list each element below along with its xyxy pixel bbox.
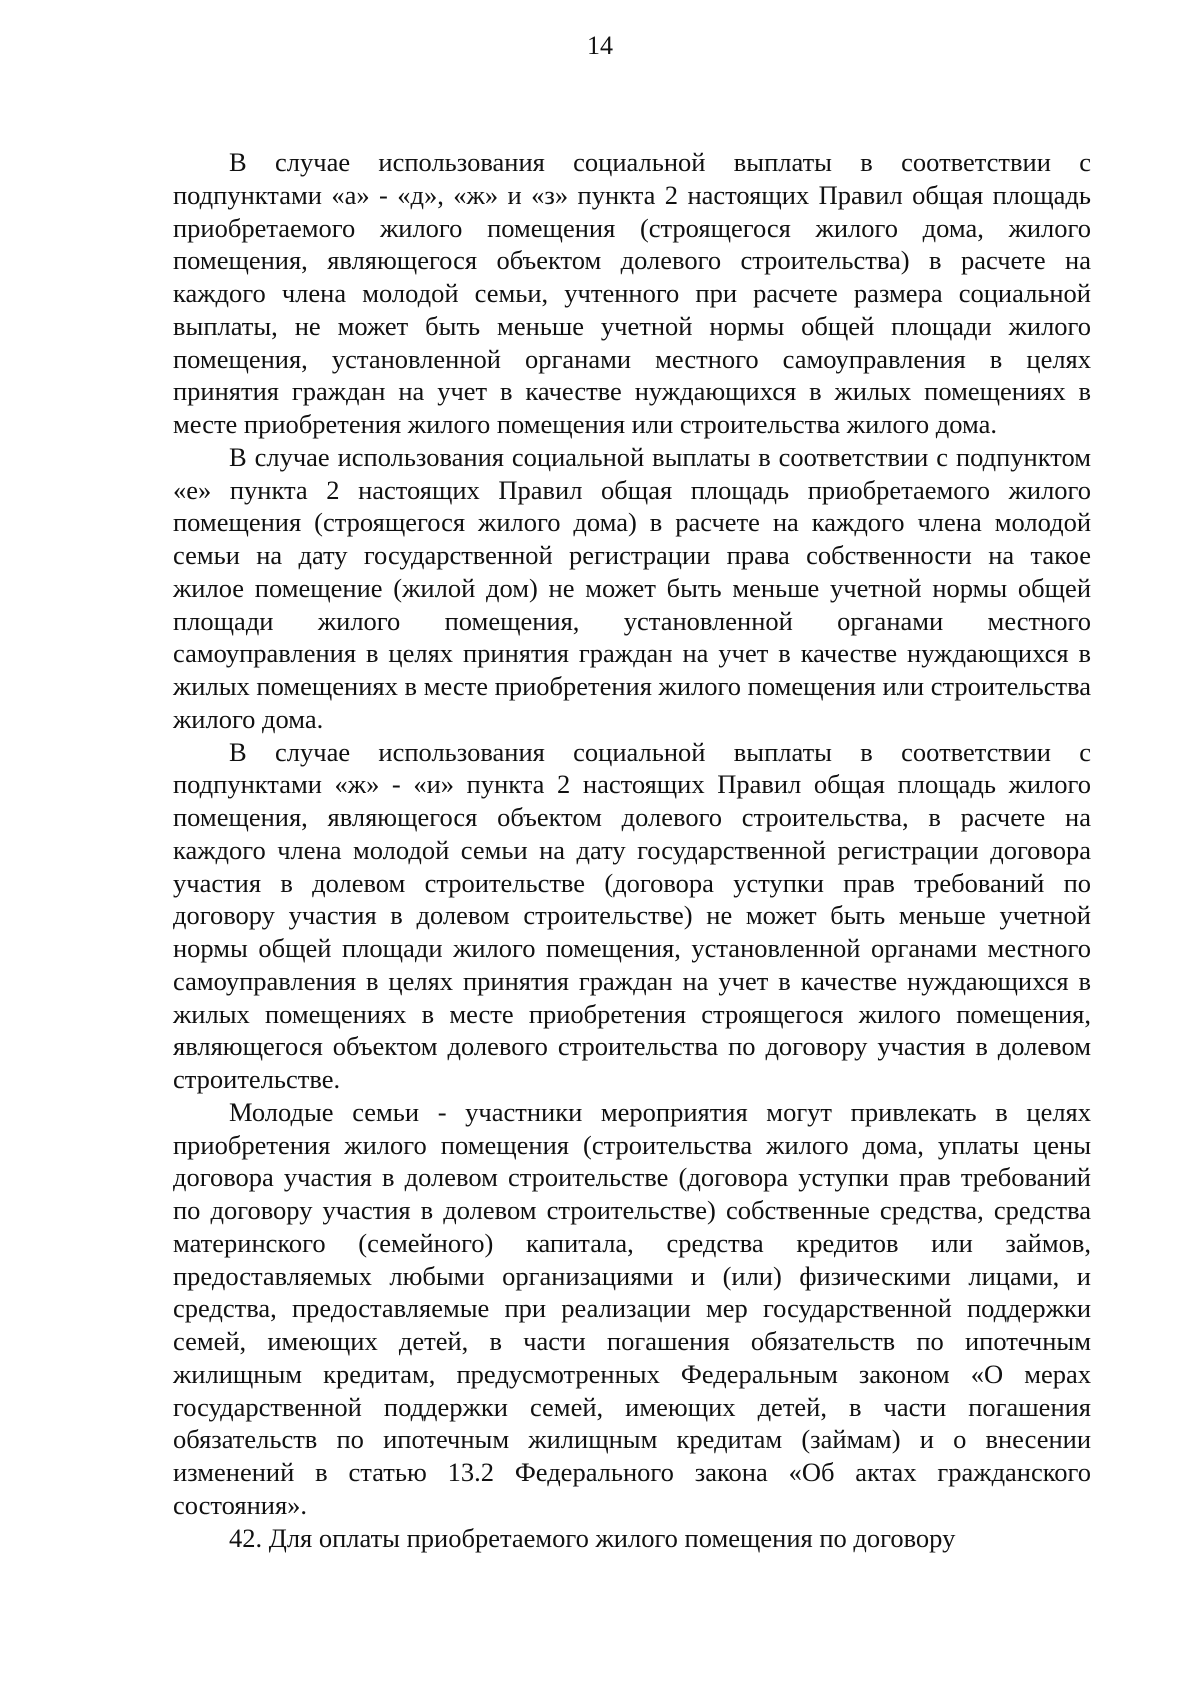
- paragraph: Молодые семьи - участники мероприятия могут привлекать в целях приобретения жилого помещения (строительства жилого дома, уплаты цены договора участия в долевом строительстве (договора уступки прав требований по договору участия в долевом строительстве) собственные средства, средства материнского (семейного) капитала, средства кредитов или займов, предоставляемых любыми организациями и (или) физическими лицами, и средства, предоставляемые при реализации мер государственной поддержки семей, имеющих детей, в части погашения обязательств по ипотечным жилищным кредитам, предусмотренных Федеральным законом «О мерах государственной поддержки семей, имеющих детей, в части погашения обязательств по ипотечным жилищным кредитам (займам) и о внесении изменений в статью 13.2 Федерального закона «Об актах гражданского состояния».: [173, 1096, 1091, 1520]
- paragraph: В случае использования социальной выплаты в соответствии с подпунктом «е» пункта 2 настоящих Правил общая площадь приобретаемого жилого помещения (строящегося жилого дома) в расчете на каждого члена молодой семьи на дату государственной регистрации права собственности на такое жилое помещение (жилой дом) не может быть меньше учетной нормы общей площади жилого помещения, установленной органами местного самоуправления в целях принятия граждан на учет в качестве нуждающихся в жилых помещениях в месте приобретения жилого помещения или строительства жилого дома.: [173, 441, 1091, 734]
- page-number: 14: [587, 31, 613, 60]
- document-body: [173, 146, 1091, 1554]
- paragraph: В случае использования социальной выплаты в соответствии с подпунктами «а» - «д», «ж» и «з» пункта 2 настоящих Правил общая площадь приобретаемого жилого помещения (строящегося жилого дома, жилого помещения, являющегося объектом долевого строительства) в расчете на каждого члена молодой семьи, учтенного при расчете размера социальной выплаты, не может быть меньше учетной нормы общей площади жилого помещения, установленной органами местного самоуправления в целях принятия граждан на учет в качестве нуждающихся в жилых помещениях в месте приобретения жилого помещения или строительства жилого дома.: [173, 147, 1091, 439]
- paragraph: 42. Для оплаты приобретаемого жилого помещения по договору: [229, 1522, 956, 1553]
- paragraph: В случае использования социальной выплаты в соответствии с подпунктами «ж» - «и» пункта 2 настоящих Правил общая площадь жилого помещения, являющегося объектом долевого строительства, в расчете на каждого члена молодой семьи на дату государственной регистрации договора участия в долевом строительстве (договора уступки прав требований по договору участия в долевом строительстве) не может быть меньше учетной нормы общей площади жилого помещения, установленной органами местного самоуправления в целях принятия граждан на учет в качестве нуждающихся в жилых помещениях в месте приобретения строящегося жилого помещения, являющегося объектом долевого строительства по договору участия в долевом строительстве.: [173, 736, 1091, 1094]
